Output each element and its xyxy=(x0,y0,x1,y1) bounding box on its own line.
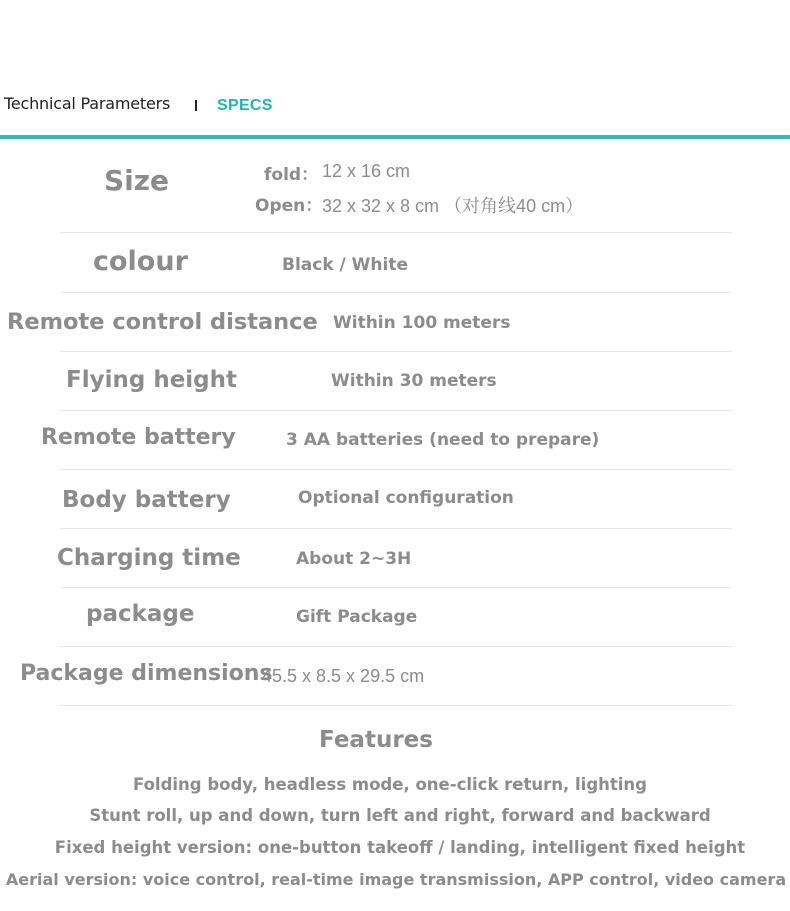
divider xyxy=(60,410,732,411)
divider xyxy=(60,528,732,529)
spec-label-size: Size xyxy=(104,164,170,197)
divider xyxy=(60,292,732,293)
accent-line xyxy=(0,135,790,139)
divider xyxy=(60,587,732,588)
spec-value-flying-height: Within 30 meters xyxy=(331,371,497,391)
spec-value-charging-time: About 2~3H xyxy=(296,549,412,569)
spec-label-colour: colour xyxy=(93,246,188,277)
open-value: 32 x 32 x 8 cm （对角线40 cm） xyxy=(322,196,584,216)
spec-label-package-dimensions: Package dimensions xyxy=(20,661,273,686)
spec-value-colour: Black / White xyxy=(282,255,409,275)
spec-value-remote-battery: 3 AA batteries (need to prepare) xyxy=(286,430,600,450)
feature-line: Folding body, headless mode, one-click return, lighting xyxy=(132,775,647,794)
open-key: Open： xyxy=(255,196,323,216)
feature-line: Fixed height version: one-button takeoff / landing, intelligent fixed height xyxy=(54,838,746,857)
fold-value: 12 x 16 cm xyxy=(322,161,411,181)
spec-label-flying-height: Flying height xyxy=(66,367,238,393)
divider xyxy=(60,351,732,352)
title-separator xyxy=(195,100,197,111)
spec-label-remote-battery: Remote battery xyxy=(41,425,236,450)
features-title: Features xyxy=(319,727,433,753)
spec-label-package: package xyxy=(86,601,195,627)
spec-value-body-battery: Optional configuration xyxy=(298,488,514,508)
feature-line: Aerial version: voice control, real-time image transmission, APP control, video camera xyxy=(5,870,787,889)
divider xyxy=(60,646,732,647)
divider xyxy=(60,705,732,706)
divider xyxy=(60,232,732,233)
feature-line: Stunt roll, up and down, turn left and right, forward and backward xyxy=(89,806,711,825)
spec-label-body-battery: Body battery xyxy=(62,487,231,513)
divider xyxy=(60,469,732,470)
spec-label-charging-time: Charging time xyxy=(57,545,241,571)
specs-tag: SPECS xyxy=(217,97,273,114)
spec-label-remote-distance: Remote control distance xyxy=(7,309,318,335)
fold-key: fold： xyxy=(264,165,319,185)
spec-value-remote-distance: Within 100 meters xyxy=(333,313,511,333)
spec-value-package: Gift Package xyxy=(296,607,418,627)
section-title: Technical Parameters xyxy=(4,94,171,113)
spec-value-package-dimensions: 45.5 x 8.5 x 29.5 cm xyxy=(262,666,425,686)
